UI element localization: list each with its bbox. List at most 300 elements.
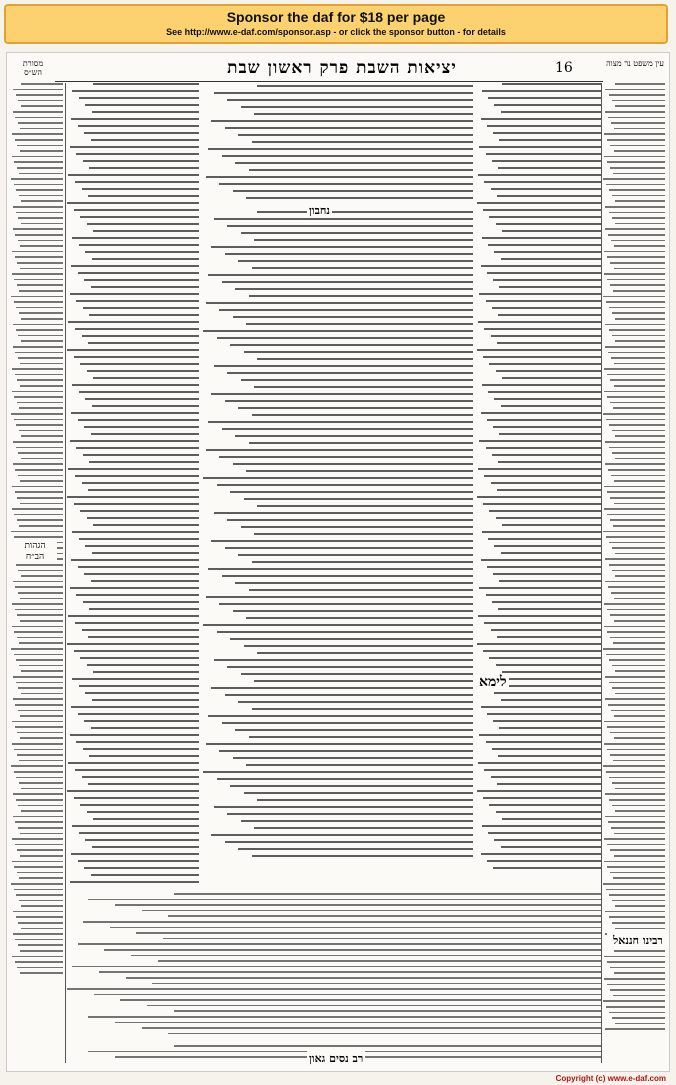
text-line [87,517,199,519]
text-line [257,652,473,654]
text-line [252,855,473,857]
text-line [225,127,473,129]
text-line [499,139,601,141]
text-line [18,944,63,946]
text-line [203,330,473,332]
text-line [489,510,601,512]
text-line [79,685,199,687]
text-line [615,693,665,695]
text-line [484,622,601,624]
text-line [615,223,665,225]
text-line [477,790,601,792]
text-line [208,568,473,570]
text-line [612,100,665,102]
text-line [478,762,601,764]
text-line [487,272,601,274]
text-line [17,167,63,169]
text-line [607,139,665,141]
text-line [21,670,63,672]
text-line [99,971,601,973]
text-line [11,531,63,533]
text-line [608,234,665,236]
sponsor-banner[interactable] [4,4,668,44]
text-line [238,848,473,850]
text-line [14,866,63,868]
text-line [611,710,665,712]
text-line [68,174,199,176]
text-line [612,922,665,924]
text-line [163,938,601,940]
text-line [486,300,601,302]
text-line [115,1022,601,1024]
text-line [233,757,473,759]
text-line [494,398,601,400]
text-line [84,867,199,869]
text-line [604,956,665,958]
text-line [15,821,63,823]
text-line [16,659,63,661]
text-line [615,553,665,555]
text-line [92,405,199,407]
text-line [76,447,199,449]
text-line [491,482,601,484]
text-line [491,188,601,190]
text-line [491,629,601,631]
text-line [486,447,601,449]
text-line [613,290,665,292]
copyright-link[interactable]: Copyright (c) www.e-daf.com [555,1074,666,1083]
text-line [13,933,63,935]
text-line [494,545,601,547]
text-line [609,799,665,801]
text-line [85,251,199,253]
text-line [222,428,473,430]
text-line [604,391,665,393]
text-line [19,642,63,644]
text-line [92,846,199,848]
text-line [93,818,199,820]
text-line [488,97,601,99]
text-line [488,832,601,834]
text-line [604,251,665,253]
text-line [249,169,473,171]
text-line [15,234,63,236]
text-line [501,405,601,407]
text-line [496,370,601,372]
text-line [254,113,473,115]
text-line [492,160,601,162]
text-line [12,721,63,723]
text-line [71,412,199,414]
text-line [83,454,199,456]
text-line [18,922,63,924]
text-line [497,636,601,638]
text-line [15,704,63,706]
hagahot-habach-label: הגהות הב״ח [13,539,57,563]
text-line [499,433,601,435]
text-line [72,531,199,533]
text-line [609,1012,665,1014]
text-line [492,307,601,309]
text-line [607,256,665,258]
text-line [612,570,665,572]
text-line [614,480,665,482]
text-line [615,788,665,790]
text-line [493,573,601,575]
text-line [604,978,665,980]
text-line [227,666,473,668]
text-line [208,148,473,150]
text-line [92,111,199,113]
text-line [610,849,665,851]
text-line [486,594,601,596]
text-line [12,838,63,840]
text-line [70,146,199,148]
text-line [16,916,63,918]
text-line [208,715,473,717]
text-line [254,386,473,388]
text-line [238,407,473,409]
text-line [607,749,665,751]
text-line [491,335,601,337]
text-line [18,570,63,572]
text-line [609,329,665,331]
text-line [604,626,665,628]
text-line [487,713,601,715]
text-line [254,533,473,535]
text-line [502,377,601,379]
text-line [257,211,473,213]
text-line [21,928,63,930]
text-line [84,279,199,281]
talmud-page [6,52,670,1072]
text-line [79,538,199,540]
text-line [605,581,665,583]
text-line [605,324,665,326]
text-line [498,314,601,316]
text-line [88,489,199,491]
text-line [142,1027,601,1029]
text-line [70,293,199,295]
text-line [15,469,63,471]
text-line [491,776,601,778]
text-line [67,349,199,351]
text-line [614,737,665,739]
text-line [225,841,473,843]
text-line [14,771,63,773]
text-line [487,860,601,862]
text-line [230,638,473,640]
text-line [19,877,63,879]
text-line [615,670,665,672]
text-line [497,342,601,344]
text-line [482,237,601,239]
text-line [497,489,601,491]
text-line [225,253,473,255]
text-line [610,754,665,756]
text-line [238,701,473,703]
text-line [12,273,63,275]
text-line [614,972,665,974]
text-line [613,525,665,527]
text-line [479,734,601,736]
text-line [17,637,63,639]
text-line [75,475,199,477]
text-line [607,374,665,376]
text-line [72,90,199,92]
text-line [502,230,601,232]
text-line [613,642,665,644]
lima-heading: לימא [479,674,507,690]
text-line [88,1016,601,1018]
text-line [610,145,665,147]
text-line [80,804,199,806]
text-line [12,368,63,370]
text-line [501,846,601,848]
text-line [93,230,199,232]
text-line [225,400,473,402]
text-line [79,391,199,393]
text-line [93,83,199,85]
text-line [19,900,63,902]
text-line [606,301,665,303]
text-line [615,575,665,577]
text-line [91,286,199,288]
text-line [254,239,473,241]
text-line [610,967,665,969]
text-line [608,821,665,823]
text-line [219,456,473,458]
text-line [492,454,601,456]
text-line [15,586,63,588]
rashi-column [477,83,601,873]
text-line [76,153,199,155]
text-line [74,356,199,358]
text-line [488,244,601,246]
text-line [604,838,665,840]
text-line [244,351,474,353]
text-line [19,290,63,292]
text-line [249,442,473,444]
text-line [67,790,199,792]
text-line [71,853,199,855]
text-line [78,943,601,945]
text-line [609,777,665,779]
text-line [604,273,665,275]
text-line [20,480,63,482]
text-line [20,503,63,505]
text-line [17,262,63,264]
text-line [20,972,63,974]
text-line [18,827,63,829]
text-line [605,676,665,678]
text-line [614,245,665,247]
text-line [496,517,601,519]
text-line [614,620,665,622]
text-line [89,314,199,316]
text-line [174,1045,601,1047]
text-line [21,200,63,202]
text-line [609,916,665,918]
text-line [174,1010,601,1012]
text-line [502,524,601,526]
text-line [615,905,665,907]
text-line [17,284,63,286]
text-line [15,256,63,258]
text-line [484,328,601,330]
text-line [19,195,63,197]
text-line [614,950,665,952]
text-line [104,949,601,951]
text-line [219,603,473,605]
text-line [18,805,63,807]
text-line [238,554,473,556]
text-line [606,419,665,421]
text-line [222,722,473,724]
text-line [18,335,63,337]
text-line [68,468,199,470]
text-line [20,855,63,857]
text-line [604,156,665,158]
text-line [16,564,63,566]
text-line [16,424,63,426]
text-line [211,540,473,542]
text-line [489,657,601,659]
text-line [225,694,473,696]
text-line [12,603,63,605]
text-line [80,216,199,218]
text-line [206,449,473,451]
text-line [612,452,665,454]
text-line [16,307,63,309]
text-line [92,699,199,701]
text-line [120,999,601,1001]
text-line [88,899,601,901]
text-line [241,820,473,822]
text-line [21,575,63,577]
text-line [227,372,473,374]
text-line [16,447,63,449]
text-line [483,356,601,358]
text-line [14,301,63,303]
text-line [481,265,601,267]
text-line [605,111,665,113]
text-line [603,296,665,298]
text-line [496,811,601,813]
text-line [502,818,601,820]
text-line [88,195,199,197]
text-line [479,146,601,148]
text-line [610,284,665,286]
text-line [80,510,199,512]
text-line [498,608,601,610]
text-line [80,363,199,365]
text-line [14,419,63,421]
text-line [609,307,665,309]
text-line [233,463,473,465]
text-line [20,385,63,387]
text-line [482,825,601,827]
text-line [16,777,63,779]
text-line [477,349,601,351]
text-line [82,629,199,631]
text-line [230,785,473,787]
text-line [13,793,63,795]
text-line [615,318,665,320]
text-line [241,526,473,528]
text-line [15,939,63,941]
text-line [257,358,473,360]
text-line [14,279,63,281]
text-line [611,240,665,242]
text-line [611,357,665,359]
text-line [20,150,63,152]
text-line [78,272,199,274]
text-line [16,894,63,896]
text-line [11,296,63,298]
text-line [612,805,665,807]
text-line [83,921,601,923]
text-line [607,491,665,493]
text-line [89,461,199,463]
text-line [225,547,473,549]
text-line [74,503,199,505]
text-line [110,927,601,929]
text-line [21,905,63,907]
text-line [603,1000,665,1002]
text-line [235,729,473,731]
text-line [11,765,63,767]
text-line [244,792,474,794]
text-line [211,687,473,689]
text-line [12,861,63,863]
text-line [13,206,63,208]
text-line [18,452,63,454]
text-line [484,475,601,477]
text-line [481,118,601,120]
text-line [76,594,199,596]
text-line [74,797,199,799]
text-line [604,603,665,605]
text-line [15,961,63,963]
text-line [70,587,199,589]
text-line [603,883,665,885]
text-line [147,1005,601,1007]
commentary-top-block [203,85,473,205]
text-line [72,237,199,239]
text-line [17,145,63,147]
rav-nisim-gaon-label: רב נסים גאון [309,1052,364,1065]
text-line [15,139,63,141]
text-line [477,643,601,645]
text-line [609,94,665,96]
text-line [152,983,601,985]
text-line [14,631,63,633]
text-line [603,531,665,533]
text-line [20,833,63,835]
text-line [230,344,473,346]
text-line [488,538,601,540]
text-line [481,559,601,561]
text-line [482,531,601,533]
text-line [610,519,665,521]
text-line [14,654,63,656]
text-line [214,512,473,514]
text-line [21,83,63,85]
text-line [612,900,665,902]
text-line [13,228,63,230]
text-line [72,825,199,827]
